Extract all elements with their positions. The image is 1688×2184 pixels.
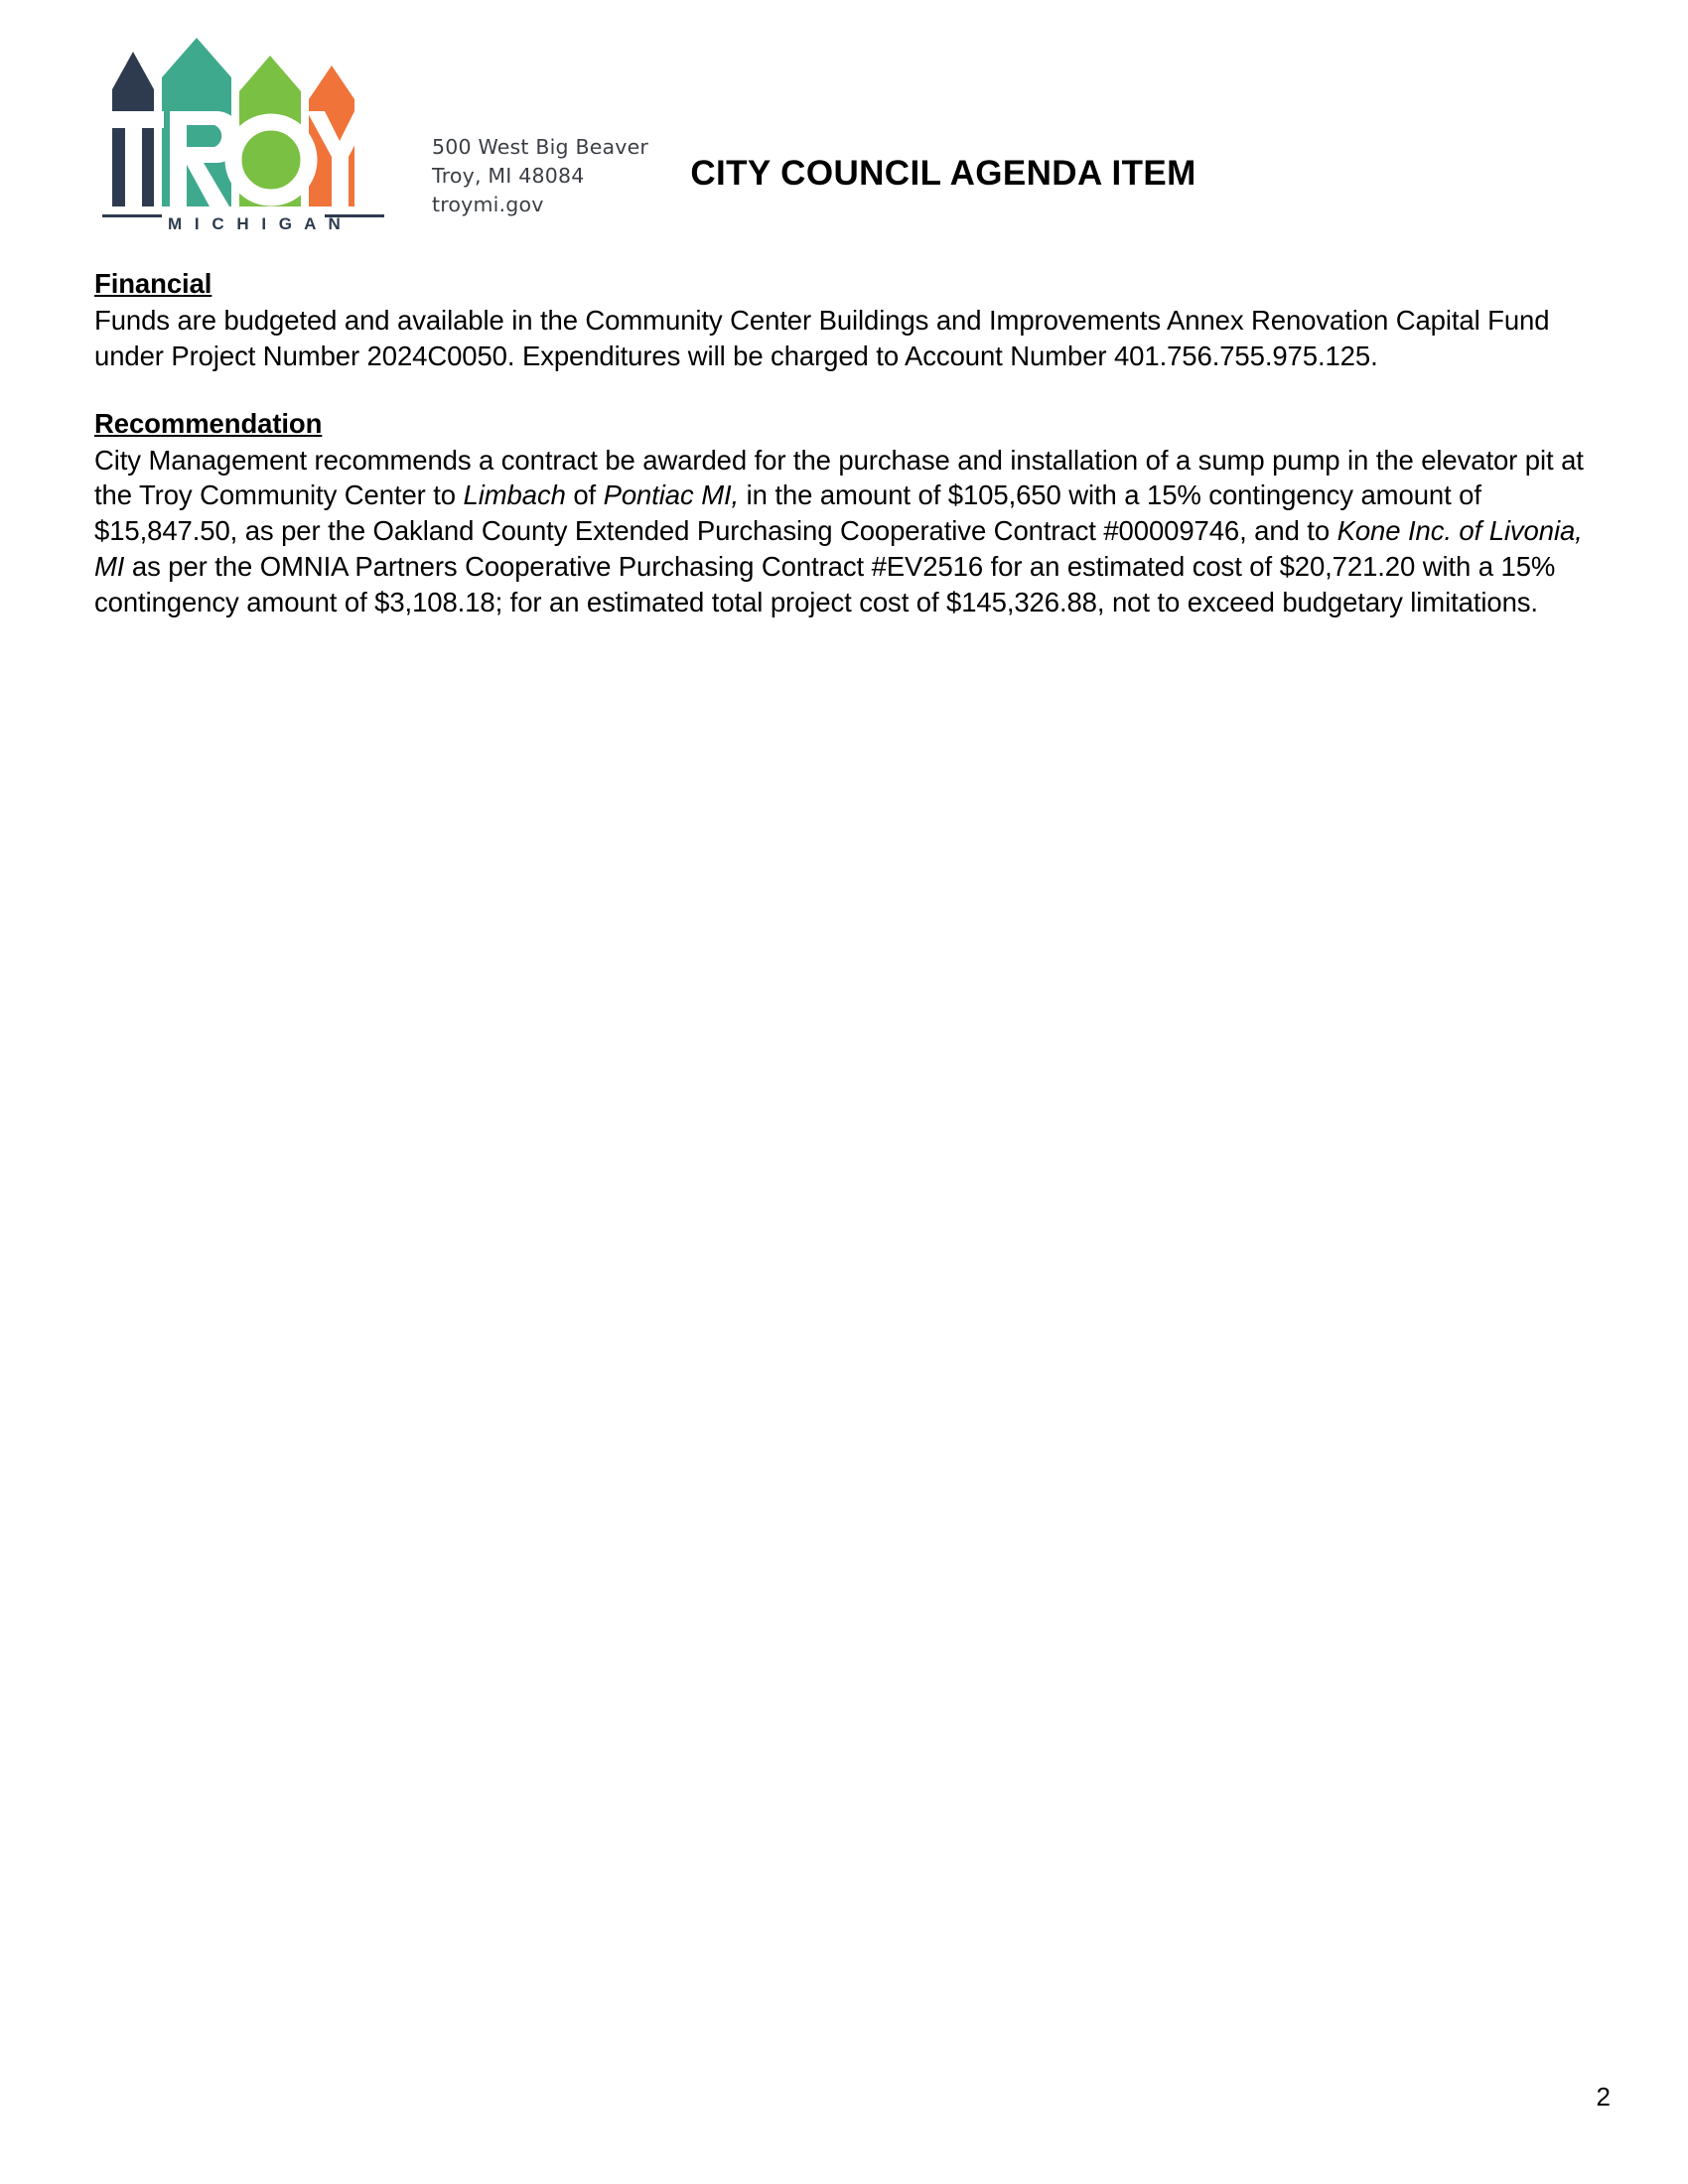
logo-subtitle: M I C H I G A N: [168, 214, 345, 233]
section-recommendation: [94, 406, 1611, 620]
text-run: City Management recommends a contract be awarded for the purchase and installation of a sump pump in the elevator pit at the Troy Community Center to: [94, 444, 1584, 511]
document-body: [0, 266, 1688, 620]
page-number: 2: [1596, 2082, 1611, 2112]
text-run: Limbach: [463, 479, 566, 511]
section-body-financial: Funds are budgeted and available in the Community Center Buildings and Improvements Annex Renovation Capital Fund under Project Number 2024C0050. Expenditures will be charged to Account Number 401.756.755.975.125.: [94, 304, 1550, 371]
address-line-2: Troy, MI 48084: [432, 164, 585, 189]
text-run: as per the OMNIA Partners Cooperative Purchasing Contract #EV2516 for an estimated cost of $20,721.20 with a 15% contingency amount of $3,108.18; for an estimated total project cost of $145,326.88, not to exceed budgetary limitations.: [94, 551, 1556, 617]
section-body-recommendation: [94, 443, 1611, 620]
text-run: Pontiac MI,: [603, 479, 740, 511]
address-line-1: 500 West Big Beaver: [432, 135, 649, 159]
text-run: Kone Inc. of Livonia, MI: [94, 515, 1583, 583]
text-run: of: [565, 479, 604, 511]
text-run: in the amount of $105,650 with a 15% contingency amount of $15,847.50, as per the Oakland County Extended Purchasing Cooperative Contract #00009746, and to: [94, 479, 1481, 547]
section-spacer: [94, 374, 1611, 406]
section-heading-financial: Financial: [94, 268, 212, 299]
section-financial: [94, 266, 1611, 374]
document-header: [0, 0, 1688, 266]
page-title: CITY COUNCIL AGENDA ITEM: [690, 154, 1196, 193]
address-line-3: troymi.gov: [432, 193, 544, 217]
section-heading-recommendation: Recommendation: [94, 407, 323, 439]
